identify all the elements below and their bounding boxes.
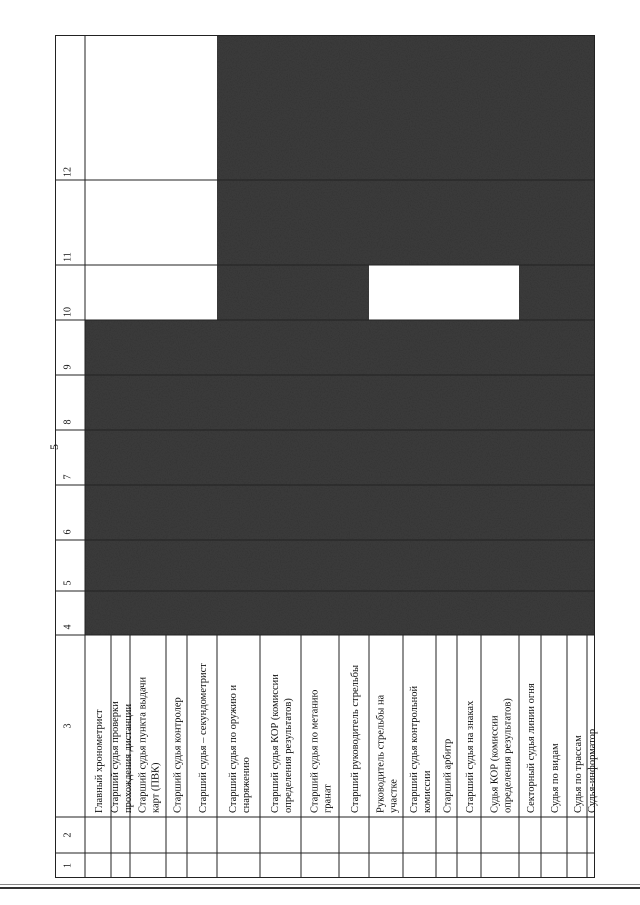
shaded-block-4: [519, 265, 595, 320]
row-label-12-line-1: Старший арбитр: [442, 738, 454, 813]
row-label-7-line-2: определения результатов): [283, 698, 294, 813]
row-label-18-line-1: Судья-информатор: [587, 728, 598, 813]
table: [55, 35, 598, 878]
row-label-5-line-1: Старший судья – секундометрист: [198, 663, 209, 813]
row-label-2-line-2: прохождения дистанции: [123, 703, 134, 813]
row-label-8-line-1: Старший судья по метанию: [309, 689, 321, 813]
row-label-11-line-2: комиссии: [422, 770, 433, 813]
row-labels: [94, 663, 598, 813]
column-header-12: 12: [62, 167, 74, 177]
shaded-cells: [85, 35, 595, 635]
column-header-9: 9: [62, 364, 74, 370]
row-label-15-line-1: Секторный судья линии огня: [526, 683, 537, 813]
row-label-6-line-1: Старший судья по оружию и: [228, 684, 239, 813]
row-label-14-line-1: Судья КОР (комиссии: [489, 715, 501, 813]
row-label-8-line-2: гранат: [322, 784, 334, 813]
row-label-9-line-1: Старший руководитель стрельбы: [350, 664, 361, 813]
column-header-7: 7: [62, 474, 74, 480]
row-label-1-line-1: Главный хронометрист: [94, 709, 105, 813]
row-label-16-line-1: Судья по видам: [550, 743, 561, 813]
column-header-2: 2: [62, 832, 74, 838]
column-header-8: 8: [62, 419, 74, 425]
page-bottom-edge: [0, 887, 640, 889]
column-header-10: 10: [62, 307, 74, 317]
row-label-11-line-1: Старший судья контрольной: [409, 685, 420, 813]
table-svg: [55, 35, 598, 878]
row-label-10-line-2: участке: [388, 779, 400, 813]
column-header-11: 11: [62, 252, 74, 262]
column-header-4: 4: [62, 624, 74, 630]
page-number: 5: [47, 444, 61, 450]
row-label-3-line-1: Старший судья пункта выдачи: [137, 676, 149, 813]
row-label-4-line-1: Старший судья контролер: [172, 697, 184, 813]
row-label-7-line-1: Старший судья КОР (комиссии: [270, 674, 281, 813]
shaded-block-3: [369, 35, 595, 265]
column-header-6: 6: [62, 529, 74, 535]
scan-edge-line: [0, 884, 640, 885]
row-label-17-line-1: Судья по трассам: [573, 735, 584, 813]
column-header-3: 3: [62, 723, 74, 729]
row-label-6-line-2: снаряжению: [241, 757, 252, 813]
column-header-5: 5: [62, 580, 74, 586]
shaded-block-2: [217, 35, 369, 320]
row-label-3-line-2: карт (ПВК): [150, 762, 162, 813]
row-label-14-line-2: определения результатов): [502, 698, 514, 813]
row-label-10-line-1: Руководитель стрельбы на: [375, 694, 387, 813]
row-label-13-line-1: Старший судья на знаках: [465, 700, 476, 813]
column-headers: [62, 167, 73, 868]
row-label-2-line-1: Старший судья проверки: [110, 701, 121, 813]
column-header-1: 1: [62, 863, 74, 868]
shaded-block-1: [85, 320, 595, 635]
